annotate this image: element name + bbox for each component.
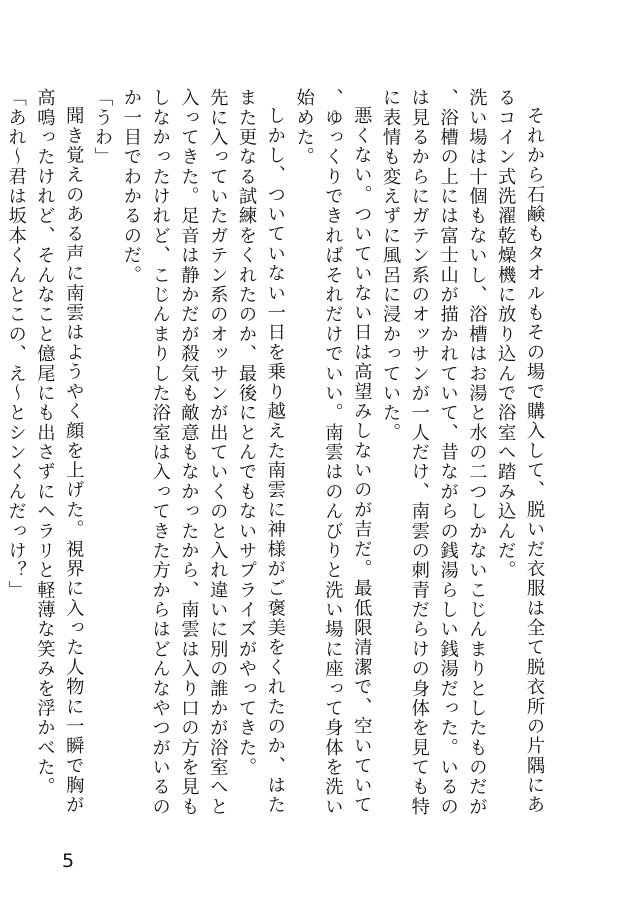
paragraph-2: 洗い場は十個もないし、浴槽はお湯と水の二つしかないこじんまりとしたものだが、浴槽の上には富士山が描かれていて、昔ながらの銭湯らしい銭湯だった。いるのは見るからにガテン系のオッサンが一人だけ、南雲の刺青だらけの身体を見ても特に表情も変えずに風呂に浸かっていた。: [380, 88, 488, 817]
dialogue-2: 「あれ～君は坂本くんとこの、え～とシンくんだっけ？」: [5, 88, 27, 600]
vertical-body-text: [5, 88, 548, 828]
paragraph-3: 悪くない。ついていない日は高望みしないのが吉だ。最低限清潔で、空いていて、ゆっくりできればそれだけでいい。南雲はのんびりと洗い場に座って身体を洗い始めた。: [293, 88, 373, 817]
paragraph-7: [0, 88, 1, 828]
paragraph-1: それから石鹸もタオルもその場で購入して、脱いだ衣服は全て脱衣所の片隅にあるコイン式洗濯乾燥機に放り込んで浴室へ踏み込んだ。: [495, 88, 545, 816]
page-number: 5: [62, 850, 75, 872]
paragraph-5: 先に入っていたガテン系のオッサンが出ていくのと入れ違いに別の誰かが浴室へと入ってきた。足音は静かだが殺気も敵意もなかったから、南雲は入り口の方を見もしなかったけれど、こじんまりした浴室は入ってきた方からはどんなやつがいるのか一目でわかるのだ。: [120, 88, 229, 817]
paragraph-6: 聞き覚えのある声に南雲はようやく顔を上げた。視界に入った人物に一瞬で胸が高鳴ったけれど、そんなこと億尾にも出さずにヘラリと軽薄な笑みを浮かべた。: [34, 88, 85, 816]
paragraph-4: しかし、ついていない一日を乗り越えた南雲に神様がご褒美をくれたのか、はたまた更なる試練をくれたのか、最後にとんでもないサプライズがやってきた。: [236, 88, 286, 816]
dialogue-1: 「うわ」: [92, 88, 114, 167]
